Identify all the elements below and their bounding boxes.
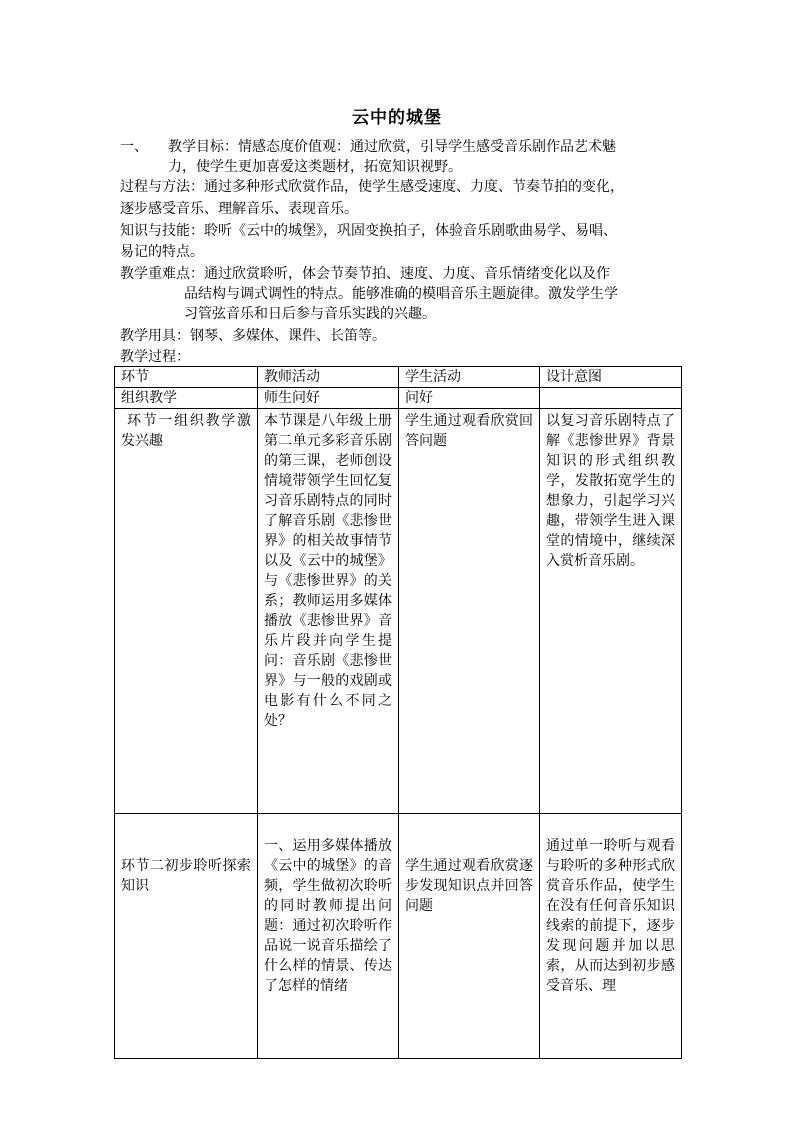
cell-teacher-activity: 本节课是八年级上册第二单元多彩音乐剧的第三课，老师创设情境带领学生回忆复习音乐剧特点的同时了解音乐剧《悲惨世界》的相关故事情节以及《云中的城堡》与《悲惨世界》的关系；教师运用多媒体播放《悲惨世界》音乐片段并向学生提问：音乐剧《悲惨世界》与一般的戏剧或电影有什么不同之处？ xyxy=(258,409,399,814)
header-design-intent: 设计意图 xyxy=(540,367,682,388)
knowledge-skill-line1: 知识与技能：聆听《云中的城堡》，巩固变换拍子，体验音乐剧歌曲易学、易唱、 xyxy=(120,223,617,239)
knowledge-skill-line2: 易记的特点。 xyxy=(120,244,204,260)
header-student-activity: 学生活动 xyxy=(399,367,540,388)
cell-student-activity: 学生通过观看欣赏逐步发现知识点并回答问题 xyxy=(399,814,540,1059)
cell-teacher-activity: 师生问好 xyxy=(258,388,399,409)
teaching-process-heading: 教学过程： xyxy=(120,349,190,365)
process-method-line1: 过程与方法：通过多种形式欣赏作品，使学生感受速度、力度、节奏节拍的变化， xyxy=(120,179,624,195)
key-difficulty-line1: 教学重难点：通过欣赏聆听，体会节奏节拍、速度、力度、音乐情绪变化以及作 xyxy=(120,266,610,282)
key-difficulty-line3: 习管弦音乐和日后参与音乐实践的兴趣。 xyxy=(184,306,436,322)
table-header-row xyxy=(115,367,682,388)
section-number: 一、 xyxy=(120,139,148,155)
cell-student-activity: 问好 xyxy=(399,388,540,409)
cell-design-intent: 通过单一聆听与观看与聆听的多种形式欣赏音乐作品，使学生在没有任何音乐知识线索的前提下，逐步发现问题并加以思索，从而达到初步感受音乐、理 xyxy=(540,814,682,1059)
table-row xyxy=(115,814,682,1059)
teaching-goal xyxy=(168,137,680,177)
cell-design-intent xyxy=(540,388,682,409)
lesson-table xyxy=(114,366,682,1059)
cell-student-activity: 学生通过观看欣赏回答问题 xyxy=(399,409,540,814)
cell-stage-text: 环节一组织教学激发兴趣 xyxy=(121,413,251,449)
cell-design-intent: 以复习音乐剧特点了解《悲惨世界》背景知识的形式组织教学，发散拓宽学生的想象力，引起学习兴趣，带领学生进入课堂的情境中，继续深入赏析音乐剧。 xyxy=(540,409,682,814)
key-difficulty-line2: 品结构与调式调性的特点。能够准确的模唱音乐主题旋律。激发学生学 xyxy=(184,286,618,302)
table-row xyxy=(115,388,682,409)
process-method-line2: 逐步感受音乐、理解音乐、表现音乐。 xyxy=(120,201,358,217)
cell-stage: 组织教学 xyxy=(115,388,258,409)
teaching-goal-line1: 教学目标：情感态度价值观：通过欣赏，引导学生感受音乐剧作品艺术魅 xyxy=(168,139,616,155)
key-difficulty xyxy=(120,264,680,324)
table-row xyxy=(115,409,682,814)
cell-stage xyxy=(115,409,258,814)
header-stage: 环节 xyxy=(115,367,258,388)
page-title: 云中的城堡 xyxy=(352,108,442,128)
teaching-tools: 教学用具：钢琴、多媒体、课件、长笛等。 xyxy=(120,328,386,344)
cell-stage: 环节二初步聆听探索知识 xyxy=(115,814,258,1059)
cell-teacher-activity: 一、运用多媒体播放《云中的城堡》的音频，学生做初次聆听的同时教师提出问题：通过初次聆听作品说一说音乐描绘了什么样的情景、传达了怎样的情绪 xyxy=(258,814,399,1059)
teaching-goal-line2: 力，使学生更加喜爱这类题材，拓宽知识视野。 xyxy=(168,159,462,175)
header-teacher-activity: 教师活动 xyxy=(258,367,399,388)
